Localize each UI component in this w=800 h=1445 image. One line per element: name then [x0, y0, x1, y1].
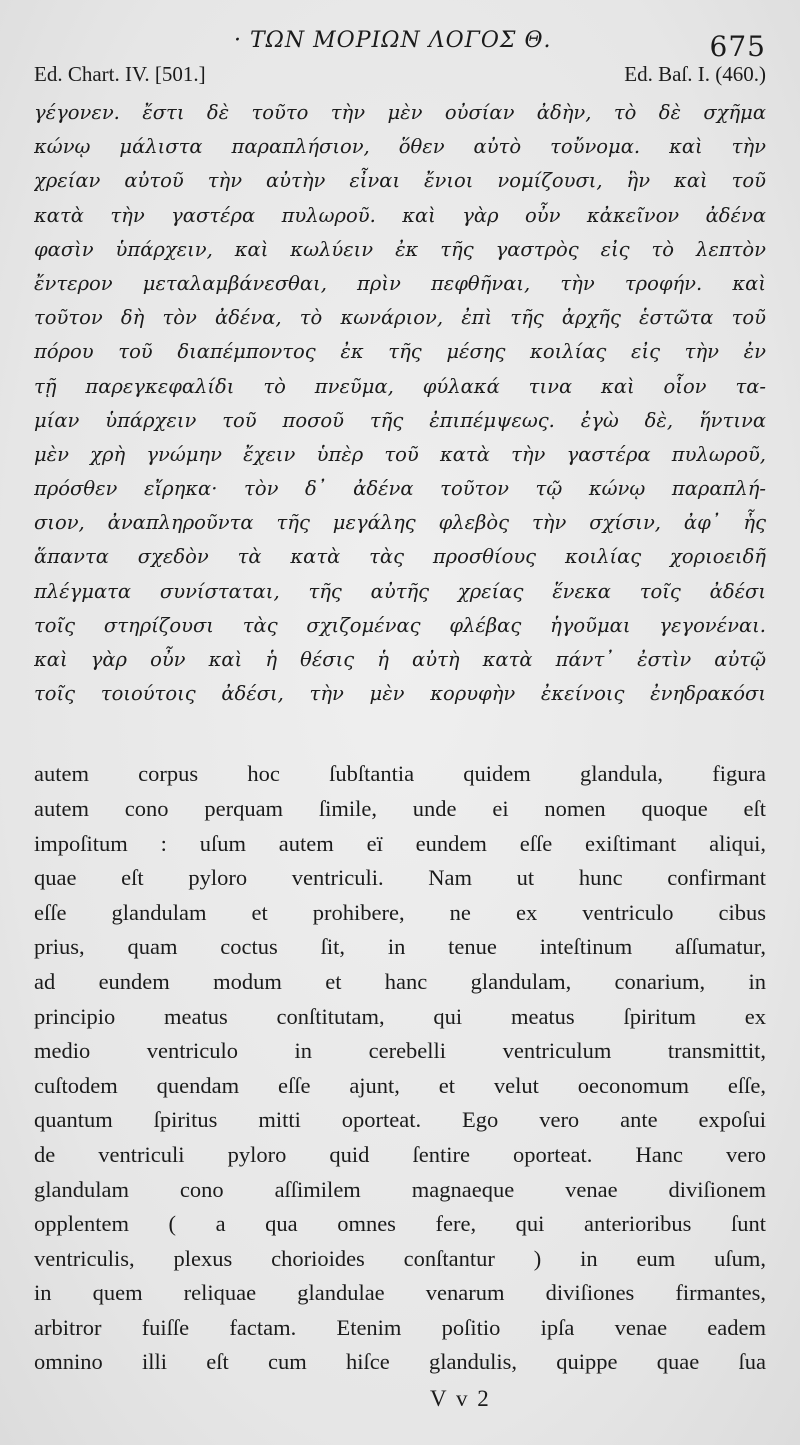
latin-line: omnino illi eſt cum hiſce glandulis, quippe quae ſua: [34, 1349, 766, 1375]
latin-line: ventriculis, plexus chorioides conſtantur ) in eum uſum,: [34, 1245, 766, 1271]
latin-text-block: [34, 757, 766, 1380]
latin-line: quantum ſpiritus mitti oporteat. Ego vero ante expoſui: [34, 1107, 766, 1133]
greek-line: τοῖς τοιούτοις ἀδέσι, τὴν μὲν κορυφὴν ἐκείνοις ἐνηδρακόσι: [34, 682, 766, 706]
running-head: [34, 20, 766, 62]
latin-line: quae eſt pyloro ventriculi. Nam ut hunc confirmant: [34, 865, 766, 891]
greek-line: ἅπαντα σχεδὸν τὰ κατὰ τὰς προσθίους κοιλίας χοριοειδῆ: [34, 545, 766, 569]
greek-line: πρόσθεν εἴρηκα· τὸν δ᾽ ἀδένα τοῦτον τῷ κώνῳ παραπλή-: [34, 477, 766, 501]
greek-text-block: [34, 96, 766, 711]
latin-line: glandulam cono aſſimilem magnaeque venae diviſionem: [34, 1176, 766, 1202]
latin-line: eſſe glandulam et prohibere, ne ex ventriculo cibus: [34, 899, 766, 925]
greek-line: πόρου τοῦ διαπέμποντος ἐκ τῆς μέσης κοιλίας εἰς τὴν ἐν: [34, 340, 766, 364]
latin-line: de ventriculi pyloro quid ſentire oporteat. Hanc vero: [34, 1141, 766, 1167]
greek-line: γέγονεν. ἔστι δὲ τοῦτο τὴν μὲν οὐσίαν ἀδὴν, τὸ δὲ σχῆμα: [34, 101, 766, 124]
latin-line: impoſitum : uſum autem eï eundem eſſe exiſtimant aliqui,: [34, 830, 766, 856]
latin-line: arbitror fuiſſe factam. Etenim poſitio ipſa venae eadem: [34, 1314, 766, 1340]
greek-line: τοῦτον δὴ τὸν ἀδένα, τὸ κωνάριον, ἐπὶ τῆς ἀρχῆς ἑστῶτα τοῦ: [34, 306, 766, 330]
greek-line: τοῖς στηρίζουσι τὰς σχιζομένας φλέβας ἡγοῦμαι γεγονέναι.: [34, 613, 766, 637]
latin-line: medio ventriculo in cerebelli ventriculum transmittit,: [34, 1038, 766, 1064]
running-title: · ΤΩΝ ΜΟΡΙΩΝ ΛΟΓΟΣ Θ.: [234, 28, 552, 53]
greek-line: κατὰ τὴν γαστέρα πυλωροῦ. καὶ γὰρ οὖν κἀκεῖνον ἀδένα: [34, 203, 766, 227]
greek-line: πλέγματα συνίσταται, τῆς αὐτῆς χρείας ἕνεκα τοῖς ἀδέσι: [34, 579, 766, 603]
page-number: 675: [709, 30, 766, 63]
latin-line: in quem reliquae glandulae venarum diviſiones firmantes,: [34, 1280, 766, 1306]
latin-line: autem cono perquam ſimile, unde ei nomen quoque eſt: [34, 795, 766, 821]
latin-line: prius, quam coctus ſit, in tenue inteſtinum aſſumatur,: [34, 934, 766, 960]
greek-line: ἔντερον μεταλαμβάνεσθαι, πρὶν πεφθῆναι, τὴν τροφήν. καὶ: [34, 271, 766, 295]
latin-line: cuſtodem quendam eſſe ajunt, et velut oeconomum eſſe,: [34, 1072, 766, 1098]
latin-line: ad eundem modum et hanc glandulam, conarium, in: [34, 968, 766, 994]
greek-line: μίαν ὑπάρχειν τοῦ ποσοῦ τῆς ἐπιπέμψεως. ἐγὼ δὲ, ἥντινα: [34, 408, 766, 432]
greek-line: φασὶν ὑπάρχειν, καὶ κωλύειν ἐκ τῆς γαστρὸς εἰς τὸ λεπτὸν: [34, 237, 766, 261]
edition-chartier-reference: Ed. Chart. IV. [501.]: [34, 62, 206, 86]
greek-line: χρείαν αὐτοῦ τὴν αὐτὴν εἶναι ἔνιοι νομίζουσι, ἣν καὶ τοῦ: [34, 169, 766, 193]
greek-line: κώνῳ μάλιστα παραπλήσιον, ὅθεν αὐτὸ τοὔνομα. καὶ τὴν: [34, 135, 766, 159]
greek-line: καὶ γὰρ οὖν καὶ ἡ θέσις ἡ αὐτὴ κατὰ πάντ᾽ ἐστὶν αὐτῷ: [34, 648, 766, 671]
greek-line: μὲν χρὴ γνώμην ἔχειν ὑπὲρ τοῦ κατὰ τὴν γαστέρα πυλωροῦ,: [34, 442, 766, 466]
greek-line: τῇ παρεγκεφαλίδι τὸ πνεῦμα, φύλακά τινα καὶ οἷον τα-: [34, 374, 766, 398]
greek-line: σιον, ἀναπληροῦντα τῆς μεγάλης φλεβὸς τὴν σχίσιν, ἀφ᾽ ἧς: [34, 511, 766, 535]
edition-reference-line: [34, 62, 766, 96]
latin-line: opplentem ( a qua omnes fere, qui anterioribus ſunt: [34, 1211, 766, 1237]
edition-basel-reference: Ed. Baſ. I. (460.): [624, 62, 766, 86]
latin-line: principio meatus conſtitutam, qui meatus ſpiritum ex: [34, 1003, 766, 1029]
signature-mark: V v 2: [430, 1386, 491, 1411]
latin-line: autem corpus hoc ſubſtantia quidem glandula, figura: [34, 761, 766, 787]
